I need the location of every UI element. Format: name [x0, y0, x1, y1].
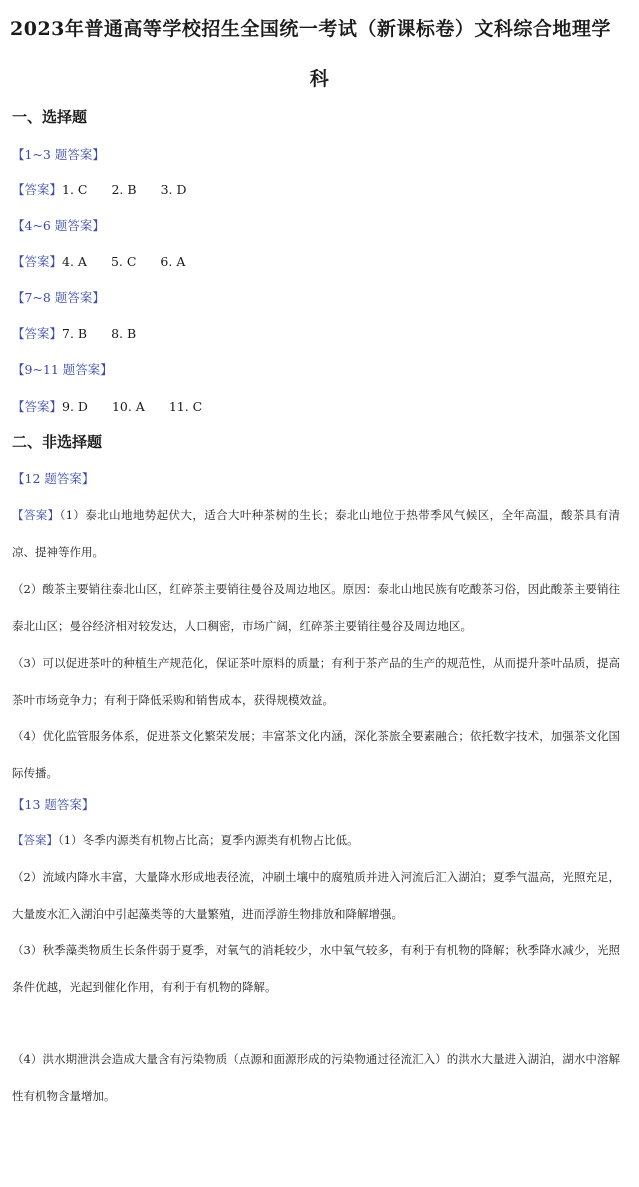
q13-label: 【13 题答案】: [12, 797, 95, 812]
answer-value: 8. B: [111, 326, 137, 341]
answer-value: 2. B: [111, 182, 137, 197]
answer-value: 6. A: [160, 254, 186, 269]
q13-answer-2: （2）流域内降水丰富，大量降水形成地表径流，冲刷土壤中的腐殖质并进入河流后汇入湖泊；夏季气温高，光照充足，大量废水汇入湖泊中引起藻类等的大量繁殖，进而浮游生物排放和降解增强。: [12, 870, 620, 921]
q13-answer-4: （4）洪水期泄洪会造成大量含有污染物质（点源和面源形成的污染物通过径流汇入）的洪水大量进入湖泊，湖水中溶解性有机物含量增加。: [12, 1052, 620, 1103]
mc-group-label-4: 【9~11 题答案】: [12, 362, 113, 377]
mc-answer-line-3: [12, 324, 160, 342]
q12-answer-3: （3）可以促进茶叶的种植生产规范化，保证茶叶原料的质量；有利于茶产品的生产的规范性，从而提升茶叶品质，提高茶叶市场竞争力；有利于降低采购和销售成本，获得规模效益。: [12, 656, 620, 707]
mc-group-label-3: 【7~8 题答案】: [12, 290, 105, 305]
answer-value: 3. D: [160, 182, 187, 197]
mc-group-label-1: 【1~3 题答案】: [12, 147, 105, 162]
answer-tag: 【答案】: [12, 182, 63, 197]
q13-answer-3: （3）秋季藻类物质生长条件弱于夏季，对氧气的消耗较少，水中氧气较多，有利于有机物的降解；秋季降水减少，光照条件优越，光起到催化作用，有利于有机物的降解。: [12, 943, 620, 994]
q12-answer-4: （4）优化监管服务体系，促进茶文化繁荣发展；丰富茶文化内涵，深化茶旅全要素融合；依托数字技术，加强茶文化国际传播。: [12, 729, 620, 780]
answer-value: 1. C: [62, 182, 88, 197]
section-heading-nonchoice: 二、非选择题: [12, 433, 103, 451]
answer-value: 5. C: [110, 254, 137, 269]
answer-tag: 【答案】: [12, 326, 63, 341]
q12-label: 【12 题答案】: [12, 471, 95, 486]
answer-value: 4. A: [62, 254, 87, 269]
mc-answer-line-4: [12, 397, 226, 415]
answer-value: 11. C: [168, 399, 203, 414]
mc-answer-line-1: [12, 180, 211, 198]
q12-answer-2: （2）酸茶主要销往泰北山区，红碎茶主要销往曼谷及周边地区。原因：泰北山地民族有吃酸茶习俗，因此酸茶主要销往泰北山区；曼谷经济相对较发达，人口稠密，市场广阔，红碎茶主要销往曼谷及周边地区。: [12, 582, 620, 633]
answer-tag: 【答案】: [12, 833, 58, 847]
document-title-line2: 科: [309, 68, 330, 90]
document-title-line1: 2023年普通高等学校招生全国统一考试（新课标卷）文科综合地理学: [10, 18, 611, 40]
q12-answer-1: [12, 497, 620, 571]
mc-answer-line-2: [12, 252, 209, 270]
section-heading-choice: 一、选择题: [12, 108, 88, 126]
answer-value: 10. A: [111, 399, 145, 414]
answer-value: 9. D: [62, 399, 88, 414]
answer-text: （1）泰北山地地势起伏大，适合大叶种茶树的生长；泰北山地位于热带季风气候区，全年高温，酸茶具有清凉、提神等作用。: [12, 508, 621, 559]
q13-answer-1: [12, 822, 620, 859]
answer-tag: 【答案】: [12, 508, 60, 522]
mc-group-label-2: 【4~6 题答案】: [12, 218, 105, 233]
answer-text: （1）冬季内源类有机物占比高；夏季内源类有机物占比低。: [58, 833, 359, 847]
answer-tag: 【答案】: [12, 399, 63, 414]
answer-value: 7. B: [62, 326, 88, 341]
answer-tag: 【答案】: [12, 254, 63, 269]
